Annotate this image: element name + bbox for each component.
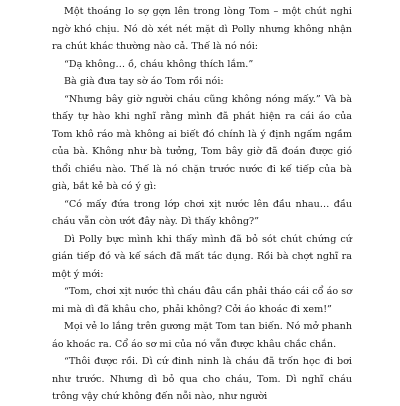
paragraph: “Nhưng bây giờ người cháu cũng không nóng mấy.” Và bà thấy tự hào khi nghĩ rằng mình đã phát hiện ra cái áo của Tom khô ráo mà không ai biết đó chính là ý định ngấm ngầm của bà. Không như bà tưởng, Tom bây giờ đã đoán được gió thổi chiều nào. Thế là nó chặn trước nước đi kế tiếp của bà già, bắt kẻ bà có ý gì: bbox=[52, 93, 352, 192]
paragraph: Bà già đưa tay sờ áo Tom rồi nói: bbox=[64, 76, 224, 87]
paragraph: “Tom, chơi xịt nước thì cháu đâu cần phải tháo cái cổ áo sơ mi mà dì đã khâu cho, phải không? Cởi áo khoác đi xem!” bbox=[52, 286, 352, 315]
paragraph: Mọi vẻ lo lắng trên gương mặt Tom tan biến. Nó mở phanh áo khoác ra. Cổ áo sơ mi của nó vẫn được khâu chắc chắn. bbox=[52, 321, 352, 350]
paragraph: “Có mấy đứa trong lớp chơi xịt nước lên đầu nhau… đầu cháu vẫn còn ướt đây này. Dì thấy không?” bbox=[52, 198, 352, 227]
paragraph: Dì Polly bực mình khi thấy mình đã bỏ sót chút chứng cứ gián tiếp đó và kế sách đã mất tác dụng. Rồi bà chợt nghĩ ra một ý mới: bbox=[52, 233, 352, 280]
book-page-text bbox=[52, 3, 352, 406]
paragraph: “Thôi được rồi. Dì cứ đinh ninh là cháu đã trốn học đi bơi như trước. Nhưng dì bỏ qua cho cháu, Tom. Dì nghĩ cháu trông vậy chứ không đến nỗi nào, như người bbox=[52, 356, 352, 402]
paragraph: “Dạ không… ồ, cháu không thích lắm.” bbox=[64, 58, 254, 70]
paragraph: Một thoáng lo sợ gợn lên trong lòng Tom – một chút nghi ngờ khó chịu. Nó dò xét nét mặt dì Polly nhưng không nhận ra chút khác thường nào cả. Thế là nó nói: bbox=[52, 6, 352, 52]
